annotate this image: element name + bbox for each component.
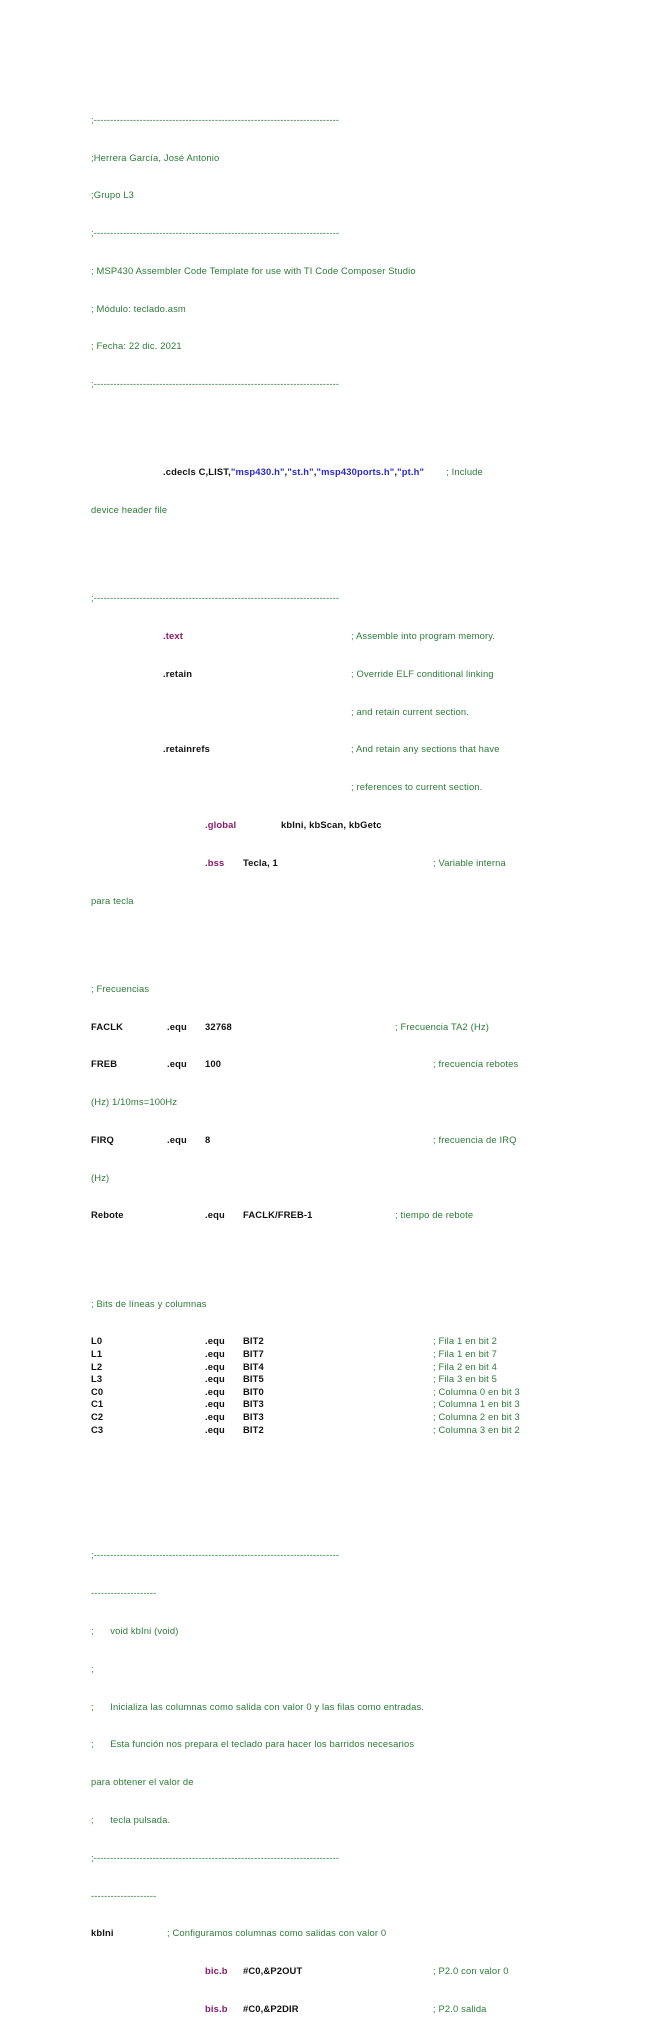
instruction-opcode: bic.b [205, 1965, 228, 1977]
code-line [91, 1738, 571, 1751]
module-comment: ; Módulo: teclado.asm [91, 302, 186, 314]
instruction-comment: ; P2.0 salida [433, 2002, 487, 2014]
instruction-comment: ; P2.0 con valor 0 [433, 1965, 509, 1977]
equ-directive: .equ [205, 1373, 225, 1385]
symbol-name: Rebote [91, 1209, 124, 1221]
code-line [91, 1096, 571, 1109]
instruction-operands: #C0,&P2DIR [243, 2002, 299, 2014]
separator-comment: ;--------------------------------------------------------------------------- [91, 1549, 340, 1561]
code-line [91, 1625, 571, 1638]
global-args: kbIni, kbScan, kbGetc [281, 819, 382, 831]
code-line [91, 1386, 571, 1399]
equ-directive: .equ [167, 1058, 187, 1070]
instruction-operands: #C0,&P2OUT [243, 1965, 303, 1977]
retain-comment: ; Override ELF conditional linking [351, 667, 494, 679]
symbol-name: C3 [91, 1423, 104, 1435]
code-line [91, 1587, 571, 1600]
blank-line [91, 542, 571, 555]
code-line [91, 1373, 571, 1386]
bss-comment: ; Variable interna [433, 856, 506, 868]
code-line [91, 1021, 571, 1034]
code-listing [91, 76, 571, 2028]
code-line [91, 1298, 571, 1311]
blank-line [91, 416, 571, 429]
code-line [91, 504, 571, 517]
code-line [91, 189, 571, 202]
code-line [91, 819, 571, 832]
symbol-name: C2 [91, 1410, 104, 1422]
code-line [91, 1890, 571, 1903]
separator-comment: ;--------------------------------------------------------------------------- [91, 113, 340, 125]
date-comment: ; Fecha: 22 dic. 2021 [91, 340, 182, 352]
code-line [91, 1927, 571, 1940]
symbol-name: FREB [91, 1058, 118, 1070]
code-line [91, 1663, 571, 1676]
symbol-value: 100 [205, 1058, 222, 1070]
symbol-value: BIT2 [243, 1335, 264, 1347]
blank-line [91, 1461, 571, 1474]
text-directive: .text [163, 630, 184, 642]
blank-line [91, 932, 571, 945]
symbol-value: BIT3 [243, 1398, 264, 1410]
code-line [91, 1172, 571, 1185]
include-file: "st.h" [287, 466, 314, 478]
equ-directive: .equ [205, 1347, 225, 1359]
code-line [91, 1776, 571, 1789]
symbol-name: FACLK [91, 1020, 123, 1032]
bss-args: Tecla, 1 [243, 856, 278, 868]
code-line [91, 1335, 571, 1348]
group-comment: ;Grupo L3 [91, 189, 135, 201]
code-line [91, 1549, 571, 1562]
description-comment: ; Inicializa las columnas como salida con valor 0 y las filas como entradas. [91, 1700, 425, 1712]
code-line [91, 1965, 571, 1978]
symbol-comment: ; Columna 1 en bit 3 [433, 1398, 520, 1410]
symbol-value: 32768 [205, 1020, 232, 1032]
code-line [91, 152, 571, 165]
equ-directive: .equ [205, 1335, 225, 1347]
symbol-comment: ; Fila 2 en bit 4 [433, 1360, 498, 1372]
function-signature-comment: ; void kbIni (void) [91, 1625, 179, 1637]
symbol-name: C1 [91, 1398, 104, 1410]
symbol-comment: ; frecuencia de IRQ [433, 1133, 517, 1145]
symbol-name: L0 [91, 1335, 103, 1347]
symbol-name: L3 [91, 1373, 103, 1385]
bss-comment-cont: para tecla [91, 894, 134, 906]
text-comment: ; Assemble into program memory. [351, 630, 496, 642]
code-line [91, 857, 571, 870]
code-line [91, 781, 571, 794]
symbol-comment: ; Columna 3 en bit 2 [433, 1423, 520, 1435]
code-line [91, 340, 571, 353]
separator-comment: ;--------------------------------------------------------------------------- [91, 1851, 340, 1863]
equ-directive: .equ [167, 1020, 187, 1032]
code-line [91, 895, 571, 908]
include-file: "msp430.h" [230, 466, 285, 478]
include-file: "pt.h" [397, 466, 425, 478]
function-label: kbIni [91, 1927, 114, 1939]
retainrefs-comment: ; references to current section. [351, 781, 483, 793]
code-line [91, 1361, 571, 1374]
separator-comment: ;--------------------------------------------------------------------------- [91, 592, 340, 604]
symbol-comment-cont: (Hz) 1/10ms=100Hz [91, 1096, 178, 1108]
blank-line [91, 1499, 571, 1512]
symbol-comment: ; tiempo de rebote [395, 1209, 474, 1221]
code-line [91, 2003, 571, 2016]
include-comment-cont: device header file [91, 504, 168, 516]
code-line [91, 227, 571, 240]
symbol-comment: ; Fila 1 en bit 7 [433, 1347, 498, 1359]
symbol-name: FIRQ [91, 1133, 114, 1145]
symbol-comment: ; Columna 2 en bit 3 [433, 1410, 520, 1422]
section-heading: ; Frecuencias [91, 982, 150, 994]
include-comment: ; Include [446, 466, 483, 478]
code-line [91, 1411, 571, 1424]
separator-comment-cont: -------------------- [91, 1587, 157, 1599]
code-line [91, 1398, 571, 1411]
symbol-value: FACLK/FREB-1 [243, 1209, 313, 1221]
equ-directive: .equ [205, 1209, 225, 1221]
retainrefs-directive: .retainrefs [163, 743, 210, 755]
equ-directive: .equ [205, 1398, 225, 1410]
symbol-comment: ; Frecuencia TA2 (Hz) [395, 1020, 489, 1032]
symbol-value: BIT0 [243, 1385, 264, 1397]
label-comment: ; Configuramos columnas como salidas con valor 0 [167, 1927, 387, 1939]
bss-directive: .bss [205, 856, 225, 868]
symbol-name: L2 [91, 1360, 103, 1372]
code-line [91, 303, 571, 316]
code-line [91, 706, 571, 719]
symbol-name: L1 [91, 1347, 103, 1359]
separator-comment-cont: -------------------- [91, 1889, 157, 1901]
symbol-comment: ; Fila 3 en bit 5 [433, 1373, 498, 1385]
code-line [91, 1852, 571, 1865]
blank-comment: ; [91, 1662, 94, 1674]
cdecls-directive: .cdecls C,LIST, [163, 466, 231, 478]
blank-line [91, 1247, 571, 1260]
author-comment: ;Herrera García, José Antonio [91, 151, 220, 163]
symbol-comment: ; Columna 0 en bit 3 [433, 1385, 520, 1397]
code-line [91, 114, 571, 127]
symbol-comment-cont: (Hz) [91, 1171, 110, 1183]
include-file: "msp430ports.h" [316, 466, 395, 478]
separator-comment: ;--------------------------------------------------------------------------- [91, 378, 340, 390]
section-heading: ; Bits de líneas y columnas [91, 1297, 207, 1309]
code-line [91, 1134, 571, 1147]
code-line [91, 1348, 571, 1361]
code-line: .cdecls C,LIST,"msp430.h","st.h","msp430ports.h","pt.h" ; Include [163, 466, 483, 478]
equ-directive: .equ [205, 1410, 225, 1422]
template-comment: ; MSP430 Assembler Code Template for use with TI Code Composer Studio [91, 264, 416, 276]
code-line [91, 630, 571, 643]
code-line [91, 378, 571, 391]
equ-directive: .equ [205, 1423, 225, 1435]
code-line [91, 1424, 571, 1437]
symbol-name: C0 [91, 1385, 104, 1397]
code-line [91, 983, 571, 996]
code-line [91, 1814, 571, 1827]
symbol-comment: ; Fila 1 en bit 2 [433, 1335, 498, 1347]
global-directive: .global [205, 819, 237, 831]
description-comment: ; tecla pulsada. [91, 1813, 171, 1825]
symbol-value: BIT3 [243, 1410, 264, 1422]
equ-directive: .equ [205, 1385, 225, 1397]
symbol-value: 8 [205, 1133, 211, 1145]
separator-comment: ;--------------------------------------------------------------------------- [91, 227, 340, 239]
code-line [91, 668, 571, 681]
retainrefs-comment: ; And retain any sections that have [351, 743, 500, 755]
code-line [91, 265, 571, 278]
equ-directive: .equ [167, 1133, 187, 1145]
symbol-value: BIT4 [243, 1360, 264, 1372]
symbol-value: BIT2 [243, 1423, 264, 1435]
code-line [91, 1701, 571, 1714]
symbol-value: BIT7 [243, 1347, 264, 1359]
equ-directive: .equ [205, 1360, 225, 1372]
code-line [91, 743, 571, 756]
code-line [91, 1058, 571, 1071]
description-comment: ; Esta función nos prepara el teclado para hacer los barridos necesarios [91, 1738, 415, 1750]
instruction-opcode: bis.b [205, 2002, 228, 2014]
symbol-comment: ; frecuencia rebotes [433, 1058, 519, 1070]
retain-comment: ; and retain current section. [351, 705, 469, 717]
description-comment-cont: para obtener el valor de [91, 1776, 194, 1788]
symbol-value: BIT5 [243, 1373, 264, 1385]
code-line [91, 592, 571, 605]
code-line [91, 1209, 571, 1222]
retain-directive: .retain [163, 667, 193, 679]
